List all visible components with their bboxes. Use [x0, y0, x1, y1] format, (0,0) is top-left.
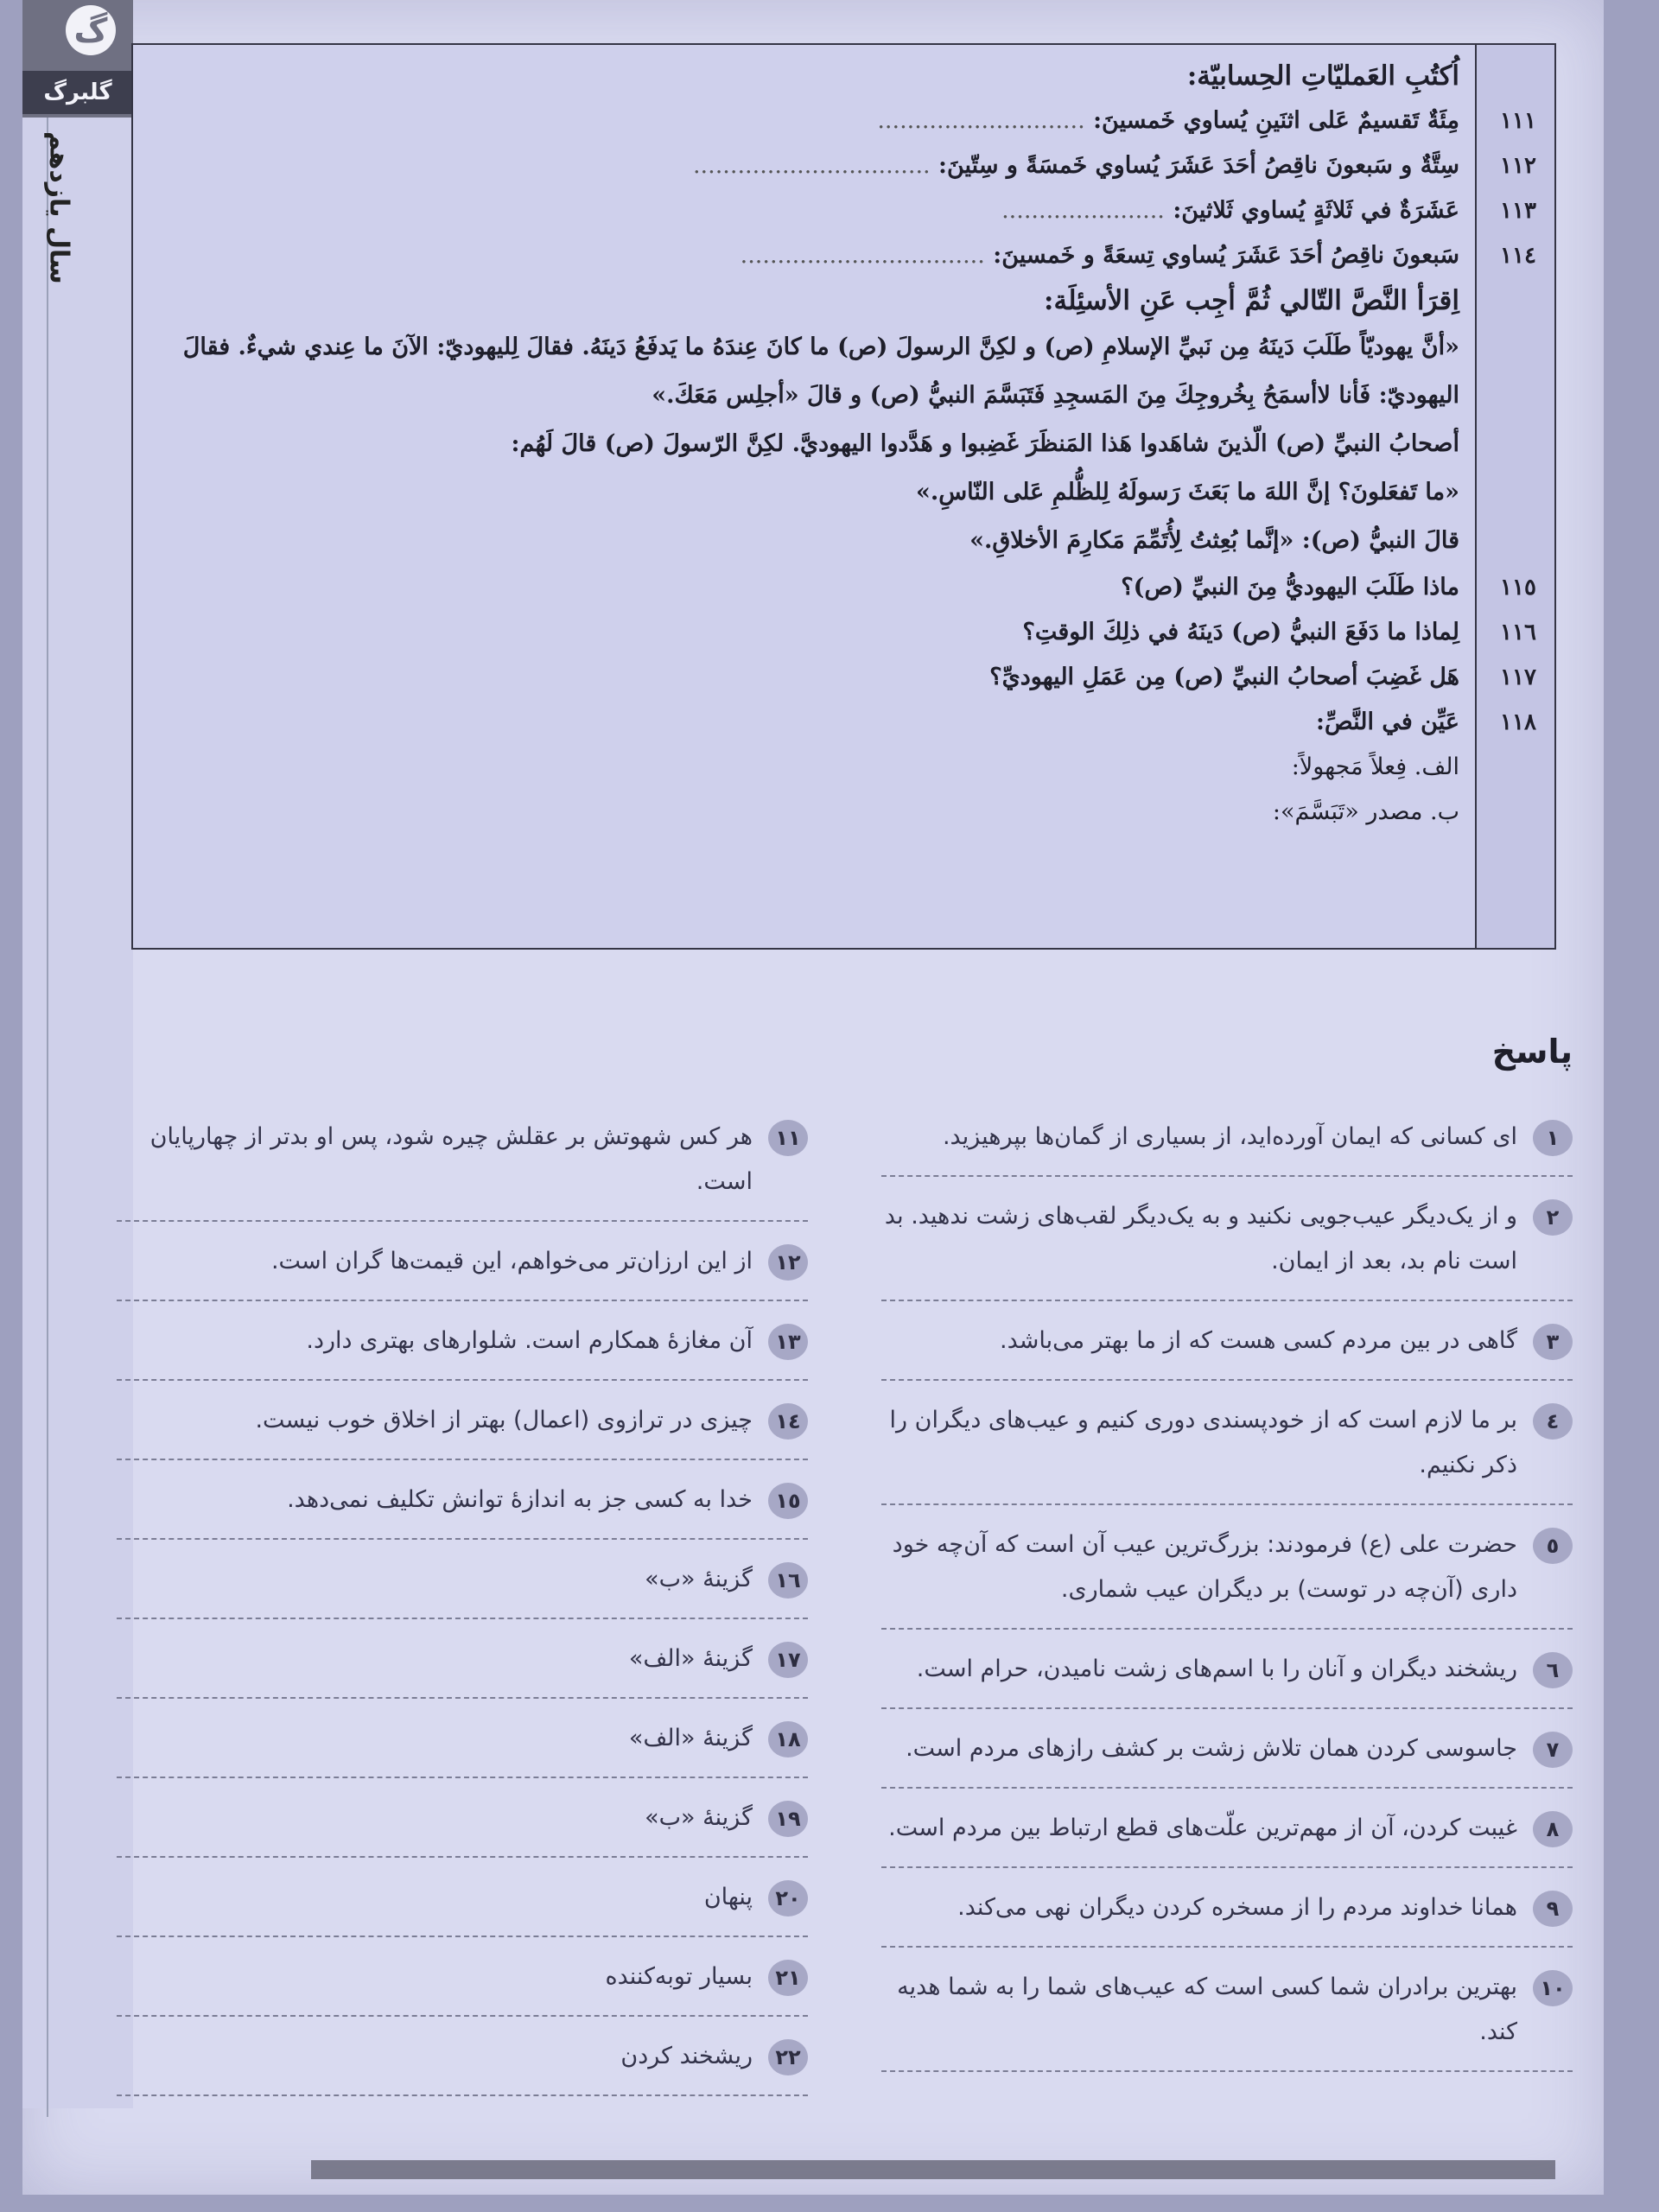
question-text: سِتَّةٌ و سَبعونَ ناقِصُ أحَدَ عَشَرَ يُساوي خَمسَةً و سِتّينَ: [938, 152, 1459, 179]
answer-item [117, 1239, 808, 1301]
answer-text: ریشخند دیگران و آنان را با اسم‌های زشت نامیدن، حرام است. [916, 1656, 1517, 1682]
answer-blank: ............................ [877, 107, 1085, 134]
answer-number-badge: ١ [1533, 1120, 1573, 1156]
question-text: ماذا طَلَبَ اليهوديُّ مِنَ النبيِّ (ص)؟ [1121, 574, 1459, 601]
passage-line: «أنَّ يهوديّاً طَلَبَ دَينَهُ مِن نَبيِّ الإسلامِ (ص) و لكِنَّ الرسولَ (ص) ما كانَ عِندَهُ ما يَدفَعُ دَينَهُ. فقالَ لِليهوديّ: الآنَ ما عِندي شيءٌ. فقالَ [182, 334, 1459, 360]
passage-line: قالَ النبيُّ (ص): «إنَّما بُعِثتُ لِأُتَمِّمَ مَكارِمَ الأخلاقِ.» [969, 527, 1459, 554]
question-number: ١١٥ [1500, 575, 1536, 601]
answer-text: پنهان [703, 1884, 753, 1910]
answer-text: گزینهٔ «الف» [628, 1645, 753, 1672]
question-111 [159, 99, 1536, 143]
answer-item [117, 1398, 808, 1460]
question-text: لِماذا ما دَفَعَ النبيُّ (ص) دَينَهُ في ذلِكَ الوقتِ؟ [1022, 619, 1459, 645]
answer-item [881, 1115, 1573, 1177]
brand-name: گلبرگ [22, 71, 133, 114]
answer-text: حضرت علی (ع) فرمودند: بزرگ‌ترین عیب آن است که آن‌چه خود داری (آن‌چه در توست) بر دیگران عیب شماری. [892, 1531, 1517, 1603]
question-number: ١١٦ [1500, 620, 1536, 645]
question-117 [159, 655, 1536, 700]
answer-item [117, 1115, 808, 1222]
answers-column-right [881, 1115, 1573, 2089]
answer-number-badge: ٢ [1533, 1199, 1573, 1236]
question-number: ١١٣ [1500, 198, 1536, 224]
answer-text: ای کسانی که ایمان آورده‌اید، از بسیاری از گمان‌ها بپرهیزید. [942, 1123, 1517, 1150]
answer-text: بهترین برادران شما کسی است که عیب‌های شما را به شما هدیه کند. [897, 1974, 1517, 2045]
answer-item [117, 1955, 808, 2017]
answer-text: جاسوسی کردن همان تلاش زشت بر کشف رازهای مردم است. [906, 1735, 1517, 1762]
answer-number-badge: ٥ [1533, 1528, 1573, 1564]
answer-item [881, 1806, 1573, 1868]
answer-number-badge: ١٣ [768, 1324, 808, 1360]
answer-text: آن مغازهٔ همکارم است. شلوارهای بهتری دارد. [306, 1327, 753, 1354]
question-number: ١١١ [1500, 108, 1536, 134]
answer-number-badge: ١١ [768, 1120, 808, 1156]
answer-text: گزینهٔ «ب» [645, 1566, 753, 1592]
passage-line: «ما تَفعَلونَ؟ إنَّ اللهَ ما بَعَثَ رَسولَهُ لِلظُّلمِ عَلى النّاسِ.» [915, 479, 1459, 505]
answer-number-badge: ٤ [1533, 1403, 1573, 1440]
answer-text: هر کس شهوتش بر عقلش چیره شود، پس او بدتر از چهارپایان است. [149, 1123, 753, 1195]
answer-number-badge: ١٩ [768, 1801, 808, 1837]
answer-item [881, 1194, 1573, 1301]
question-115 [159, 565, 1536, 610]
answer-number-badge: ١٢ [768, 1244, 808, 1281]
publisher-logo-icon: گ [66, 5, 116, 55]
answer-item [881, 1319, 1573, 1381]
answer-blank: ................................ [692, 152, 931, 179]
question-text: عَشَرَةٌ في ثَلاثَةٍ يُساوي ثَلاثينَ: [1173, 197, 1459, 224]
answer-text: و از یک‌دیگر عیب‌جویی نکنید و به یک‌دیگر لقب‌های زشت ندهید. بد است نام بد، بعد از ایمان. [884, 1203, 1517, 1274]
answer-text: گاهی در بین مردم کسی هست که از ما بهتر می‌باشد. [1000, 1327, 1517, 1354]
answer-item [117, 1875, 808, 1937]
question-112 [159, 143, 1536, 188]
answer-text: چیزی در ترازوی (اعمال) بهتر از اخلاق خوب نیست. [255, 1407, 753, 1433]
answer-text: گزینهٔ «الف» [628, 1725, 753, 1751]
heading-arithmetic: اُكتُبِ العَمليّاتِ الحِسابيّة: [1186, 60, 1459, 92]
answer-item [117, 1716, 808, 1778]
answer-item [117, 1637, 808, 1699]
grade-label: سال یازدهم [43, 130, 74, 284]
answer-number-badge: ١٠ [1533, 1970, 1573, 2006]
answer-number-badge: ٦ [1533, 1652, 1573, 1688]
question-number: ١١٤ [1500, 243, 1536, 269]
answer-text: گزینهٔ «ب» [645, 1804, 753, 1831]
answer-blank: ................................. [740, 242, 985, 269]
answer-number-badge: ٢٠ [768, 1880, 808, 1916]
question-number: ١١٢ [1500, 153, 1536, 179]
answer-number-badge: ١٨ [768, 1721, 808, 1758]
answer-text: بر ما لازم است که از خودپسندی دوری کنیم و عیب‌های دیگران را ذکر نکنیم. [889, 1407, 1517, 1478]
question-text: سَبعونَ ناقِصُ أحَدَ عَشَرَ يُساوي تِسعَةً و خَمسينَ: [993, 242, 1459, 269]
answer-text: ریشخند کردن [620, 2043, 753, 2069]
answer-item [117, 1319, 808, 1381]
passage-line: أصحابُ النبيِّ (ص) الّذينَ شاهَدوا هَذا المَنظَرَ غَضِبوا و هَدَّدوا اليهوديَّ. لكِنَّ الرّسولَ (ص) قالَ لَهُم: [511, 430, 1459, 457]
answer-text: همانا خداوند مردم را از مسخره کردن دیگران نهی می‌کند. [957, 1894, 1517, 1921]
answer-item [117, 1796, 808, 1858]
passage-line: اليهوديّ: فَأنا لاأسمَحُ بِخُروجِكَ مِنَ المَسجِدِ فَتَبَسَّمَ النبيُّ (ص) و قالَ «أجلِس مَعَكَ.» [652, 382, 1459, 409]
question-number: ١١٨ [1500, 709, 1536, 735]
sub-question-a: الف. فِعلاً مَجهولاً: [1291, 753, 1459, 780]
answer-item [881, 1398, 1573, 1505]
answer-number-badge: ٧ [1533, 1732, 1573, 1768]
answer-number-badge: ١٦ [768, 1562, 808, 1599]
answer-item [117, 2034, 808, 2096]
answer-item [881, 1885, 1573, 1948]
answer-blank: ...................... [1001, 197, 1165, 224]
question-text: مِئَةٌ تَقسيمٌ عَلى اثنَينِ يُساوي خَمسينَ: [1093, 107, 1459, 134]
question-116 [159, 610, 1536, 655]
question-114 [159, 233, 1536, 278]
answers-heading: پاسخ [1491, 1033, 1573, 1071]
question-text: عَيِّن في النَّصِّ: [1316, 709, 1459, 735]
exercise-box [131, 43, 1556, 950]
question-text: هَل غَضِبَ أصحابُ النبيِّ (ص) مِن عَمَلِ اليهوديِّ؟ [989, 664, 1459, 690]
bottom-shadow-strip [311, 2160, 1555, 2179]
answer-text: از این ارزان‌تر می‌خواهم، این قیمت‌ها گران است. [270, 1248, 753, 1274]
answer-item [881, 1965, 1573, 2072]
answer-text: غیبت کردن، آن از مهم‌ترین علّت‌های قطع ارتباط بین مردم است. [888, 1815, 1517, 1841]
answer-number-badge: ١٥ [768, 1483, 808, 1519]
answer-item [881, 1522, 1573, 1630]
answer-number-badge: ٢٢ [768, 2039, 808, 2075]
answer-number-badge: ٣ [1533, 1324, 1573, 1360]
heading-reading: اِقرَأ النَّصَّ التّالي ثُمَّ أجِب عَنِ الأسئِلَة: [1044, 285, 1459, 316]
answers-column-left [117, 1115, 808, 2113]
answer-text: بسیار توبه‌کننده [605, 1963, 753, 1990]
answer-text: خدا به کسی جز به اندازهٔ توانش تکلیف نمی‌دهد. [287, 1486, 753, 1513]
exercise-content [159, 54, 1536, 948]
answer-number-badge: ٩ [1533, 1891, 1573, 1927]
answer-number-badge: ٢١ [768, 1960, 808, 1996]
margin-rule [47, 0, 48, 2117]
question-number: ١١٧ [1500, 664, 1536, 690]
sub-question-b: ب. مصدر «تَبَسَّمَ»: [1272, 798, 1459, 825]
answer-number-badge: ١٤ [768, 1403, 808, 1440]
question-118 [159, 700, 1536, 745]
answer-item [117, 1557, 808, 1619]
answer-item [881, 1726, 1573, 1789]
answer-item [117, 1478, 808, 1540]
answer-item [881, 1647, 1573, 1709]
question-113 [159, 188, 1536, 233]
answer-number-badge: ١٧ [768, 1642, 808, 1678]
answer-number-badge: ٨ [1533, 1811, 1573, 1847]
